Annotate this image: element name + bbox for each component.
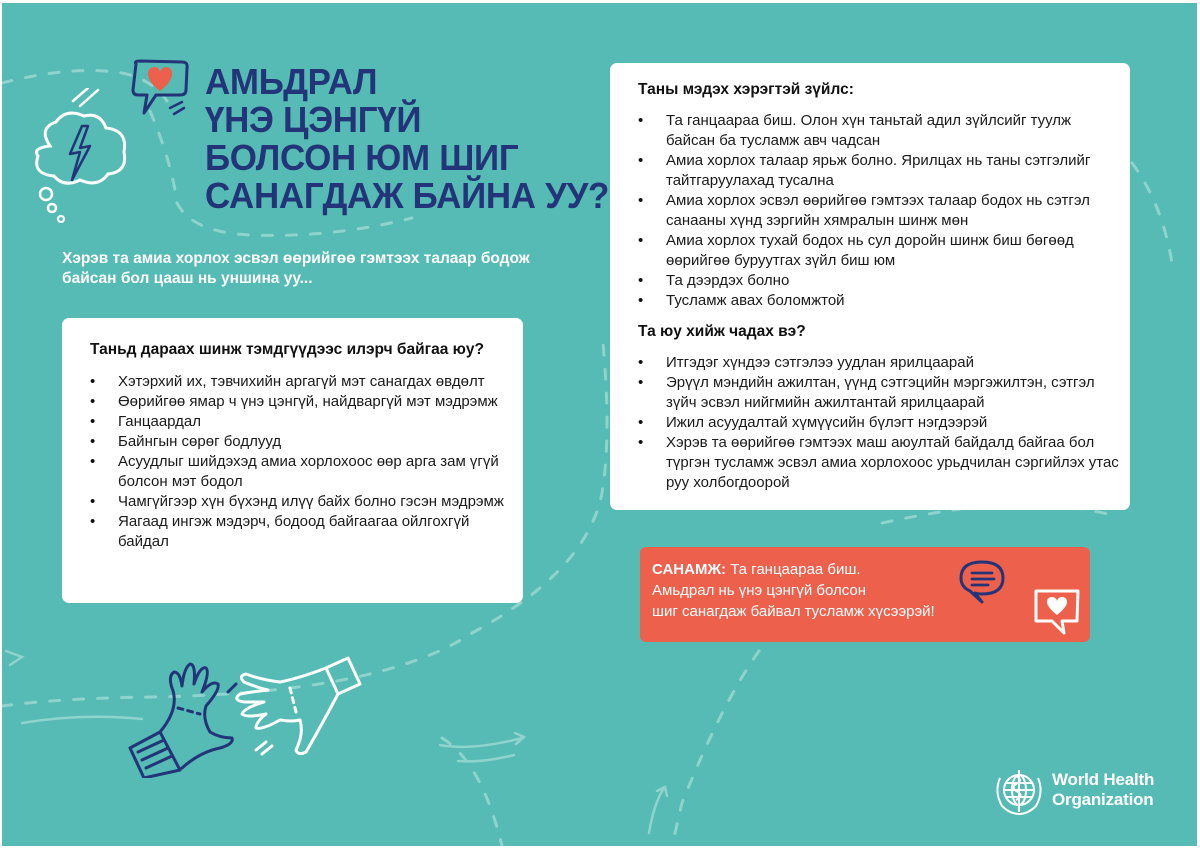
list-item: • Өөрийгөө ямар ч үнэ цэнгүй, найдваргүй мэт мэдрэмж [72, 392, 512, 412]
reminder-line: Амьдрал нь үнэ цэнгүй болсон [652, 582, 867, 599]
who-emblem-icon [992, 766, 1046, 818]
intro-text: Хэрэв та амиа хорлох эсвэл өөрийгөө гэмтээх талаар бодож байсан бол цааш нь уншина уу... [62, 250, 530, 287]
reminder-line: Та ганцаараа биш. [730, 561, 861, 578]
signs-card [62, 318, 523, 603]
reaching-hands-icon [120, 648, 365, 778]
list-item: • Эрүүл мэндийн ажилтан, үүнд сэтгэцийн мэргэжилтэн, сэтгэл зүйч эсвэл нийгмийн ажилтантай ярилцаарай [620, 373, 1120, 413]
page-title [205, 63, 609, 215]
list-item: • Та дээрдэх болно [620, 271, 1120, 291]
list-item: • Та ганцаараа биш. Олон хүн таньтай адил зүйлсийг туулж байсан ба тусламж авч чадсан [620, 111, 1120, 151]
title-line: БОЛСОН ЮМ ШИГ [205, 137, 519, 178]
list-item: • Чамгүйгээр хүн бүхэнд илүү байх болно гэсэн мэдрэмж [72, 492, 512, 512]
thought-cloud-lightning-icon [28, 88, 138, 223]
list-item: • Ижил асуудалтай хүмүүсийн бүлэгт нэгдээрэй [620, 413, 1120, 433]
poster-page [2, 3, 1197, 846]
reminder-line: шиг санагдаж байвал тусламж хүсээрэй! [652, 603, 935, 620]
who-logo [992, 766, 1162, 818]
list-item: • Амиа хорлох тухай бодох нь сул доройн шинж биш бөгөөд өөрийгөө буруутгах зүйл биш юм [620, 231, 1120, 271]
title-line: ҮНЭ ЦЭНГҮЙ [205, 99, 422, 140]
who-wordmark-line: World Health [1052, 770, 1155, 789]
list-item: • Асуудлыг шийдэхэд амиа хорлохоос өөр арга зам үгүй болсон мэт бодол [72, 452, 512, 492]
reminder-label: САНАМЖ: [652, 561, 727, 578]
chat-bubble-icon [958, 559, 1008, 605]
list-item: • Ганцаардал [72, 412, 512, 432]
list-item: • Итгэдэг хүндээ сэтгэлээ уудлан ярилцаарай [620, 353, 1120, 373]
list-item: • Амиа хорлох эсвэл өөрийгөө гэмтээх талаар бодох нь сэтгэл санааны хүнд зэргийн хямралын шинж мөн [620, 191, 1120, 231]
reminder-box [640, 547, 1090, 642]
heart-speech-bubble-icon [130, 58, 194, 120]
heart-message-icon [1032, 587, 1082, 635]
list-item: • Амиа хорлох талаар ярьж болно. Ярилцах нь таны сэтгэлийг тайтгаруулахад тусална [620, 151, 1120, 191]
signs-list [72, 372, 512, 552]
list-item: • Байнгын сөрөг бодлууд [72, 432, 512, 452]
title-line: САНАГДАЖ БАЙНА УУ? [205, 175, 610, 216]
list-item: • Хэтэрхий их, тэвчихийн аргагүй мэт санагдах өвдөлт [72, 372, 512, 392]
signs-heading: Таньд дараах шинж тэмдгүүдээс илэрч байгаа юу? [90, 341, 484, 358]
do-list [620, 353, 1120, 493]
who-wordmark-line: Organization [1052, 790, 1154, 809]
list-item: • Тусламж авах боломжтой [620, 291, 1120, 311]
who-wordmark [1052, 770, 1154, 810]
know-heading: Таны мэдэх хэрэгтэй зүйлс: [638, 81, 854, 98]
list-item: • Яагаад ингэж мэдэрч, бодоод байгаагаа ойлгохгүй байдал [72, 512, 512, 552]
do-heading: Та юу хийж чадах вэ? [638, 323, 806, 340]
list-item: • Хэрэв та өөрийгөө гэмтээх маш аюултай байдалд байгаа бол түргэн тусламж эсвэл амиа хорлохоос урьдчилан сэргийлэх утас руу холбогдоорой [620, 433, 1120, 493]
title-line: АМЬДРАЛ [205, 61, 378, 102]
info-card [610, 63, 1130, 510]
know-list [620, 111, 1120, 311]
reminder-text [652, 559, 972, 622]
